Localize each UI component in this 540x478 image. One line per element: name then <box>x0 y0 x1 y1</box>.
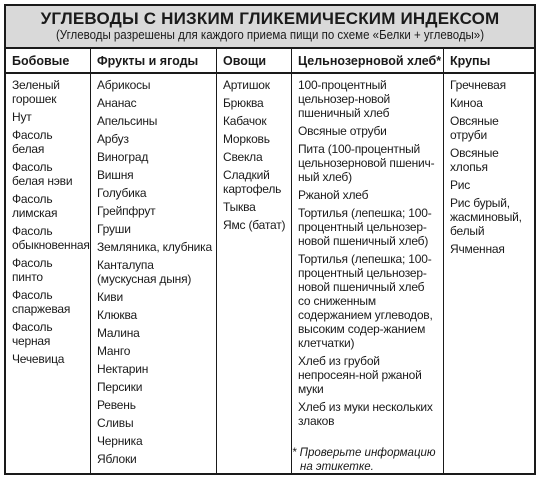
list-item: Киви <box>97 290 123 304</box>
page-title: УГЛЕВОДЫ С НИЗКИМ ГЛИКЕМИЧЕСКИМ ИНДЕКСОМ <box>40 9 500 28</box>
list-item: Яблоки <box>97 452 137 466</box>
list-item: Рис бурый, жасминовый, белый <box>450 196 522 238</box>
column-header: Крупы <box>444 49 534 74</box>
list-item: Фасоль белая нэви <box>12 160 73 188</box>
list-item: Нектарин <box>97 362 149 376</box>
list-item: Тортилья (лепешка; 100-процентный цельнозер-новой пшеничный хлеб со сниженным содержанием углеводов, высоким содер-жанием клетчатки) <box>298 252 433 350</box>
list-item: Нут <box>12 110 32 124</box>
list-item: Пита (100-процентный цельнозерновой пшенич-ный хлеб) <box>298 142 435 184</box>
column-header: Овощи <box>217 49 291 74</box>
list-item: Гречневая <box>450 78 506 92</box>
list-item: Груши <box>97 222 131 236</box>
column-items <box>91 74 216 470</box>
list-item: Апельсины <box>97 114 158 128</box>
column-header: Цельнозерновой хлеб* <box>292 49 443 74</box>
list-item: Земляника, клубника <box>97 240 212 254</box>
list-item: Клюква <box>97 308 137 322</box>
list-item: Фасоль обыкновенная <box>12 224 90 252</box>
list-item: Арбуз <box>97 132 129 146</box>
column-header: Фрукты и ягоды <box>91 49 216 74</box>
column-fruits <box>91 49 217 473</box>
list-item: Хлеб из муки нескольких злаков <box>298 400 433 428</box>
list-item: Чечевица <box>12 352 65 366</box>
list-item: Черника <box>97 434 143 448</box>
list-item: Манго <box>97 344 131 358</box>
column-legumes <box>6 49 91 473</box>
list-item: Виноград <box>97 150 149 164</box>
column-vegetables <box>217 49 292 473</box>
list-item: Фасоль белая <box>12 128 53 156</box>
list-item: Брюква <box>223 96 264 110</box>
list-item: Фасоль спаржевая <box>12 288 71 316</box>
table-header <box>4 4 536 47</box>
list-item: Ревень <box>97 398 136 412</box>
list-item: Ржаной хлеб <box>298 188 369 202</box>
list-item: Ямс (батат) <box>223 218 286 232</box>
footnote-line: на этикетке. <box>300 461 374 473</box>
list-item: Тыква <box>223 200 256 214</box>
carbs-table <box>4 47 536 475</box>
footnote <box>292 442 443 474</box>
list-item: Хлеб из грубой непросеян-ной ржаной муки <box>298 354 422 396</box>
list-item: Голубика <box>97 186 147 200</box>
list-item: Кабачок <box>223 114 267 128</box>
column-header: Бобовые <box>6 49 90 74</box>
list-item: Киноа <box>450 96 483 110</box>
list-item: Тортилья (лепешка; 100-процентный цельнозер-новой пшеничный хлеб) <box>298 206 432 248</box>
list-item: Сладкий картофель <box>223 168 282 196</box>
list-item: Свекла <box>223 150 263 164</box>
column-items <box>217 74 291 236</box>
list-item: Персики <box>97 380 143 394</box>
column-items <box>444 74 534 260</box>
column-grains <box>444 49 534 473</box>
list-item: Рис <box>450 178 471 192</box>
footnote-line: * Проверьте информацию <box>292 447 436 459</box>
list-item: 100-процентный цельнозер-новой пшеничный хлеб <box>298 78 391 120</box>
column-bread <box>292 49 444 473</box>
column-items <box>292 74 443 432</box>
list-item: Овсяные хлопья <box>450 146 499 174</box>
list-item: Грейпфрут <box>97 204 156 218</box>
list-item: Артишок <box>223 78 270 92</box>
list-item: Ананас <box>97 96 137 110</box>
column-items <box>6 74 90 370</box>
list-item: Фасоль лимская <box>12 192 58 220</box>
list-item: Овсяные отруби <box>298 124 387 138</box>
list-item: Овсяные отруби <box>450 114 499 142</box>
list-item: Ячменная <box>450 242 505 256</box>
list-item: Фасоль черная <box>12 320 53 348</box>
list-item: Вишня <box>97 168 134 182</box>
list-item: Канталупа (мускусная дыня) <box>97 258 192 286</box>
list-item: Фасоль пинто <box>12 256 53 284</box>
list-item: Сливы <box>97 416 134 430</box>
page-subtitle: (Углеводы разрешены для каждого приема пищи по схеме «Белки + углеводы») <box>55 28 485 42</box>
list-item: Абрикосы <box>97 78 151 92</box>
list-item: Морковь <box>223 132 270 146</box>
list-item: Зеленый горошек <box>12 78 60 106</box>
list-item: Малина <box>97 326 140 340</box>
